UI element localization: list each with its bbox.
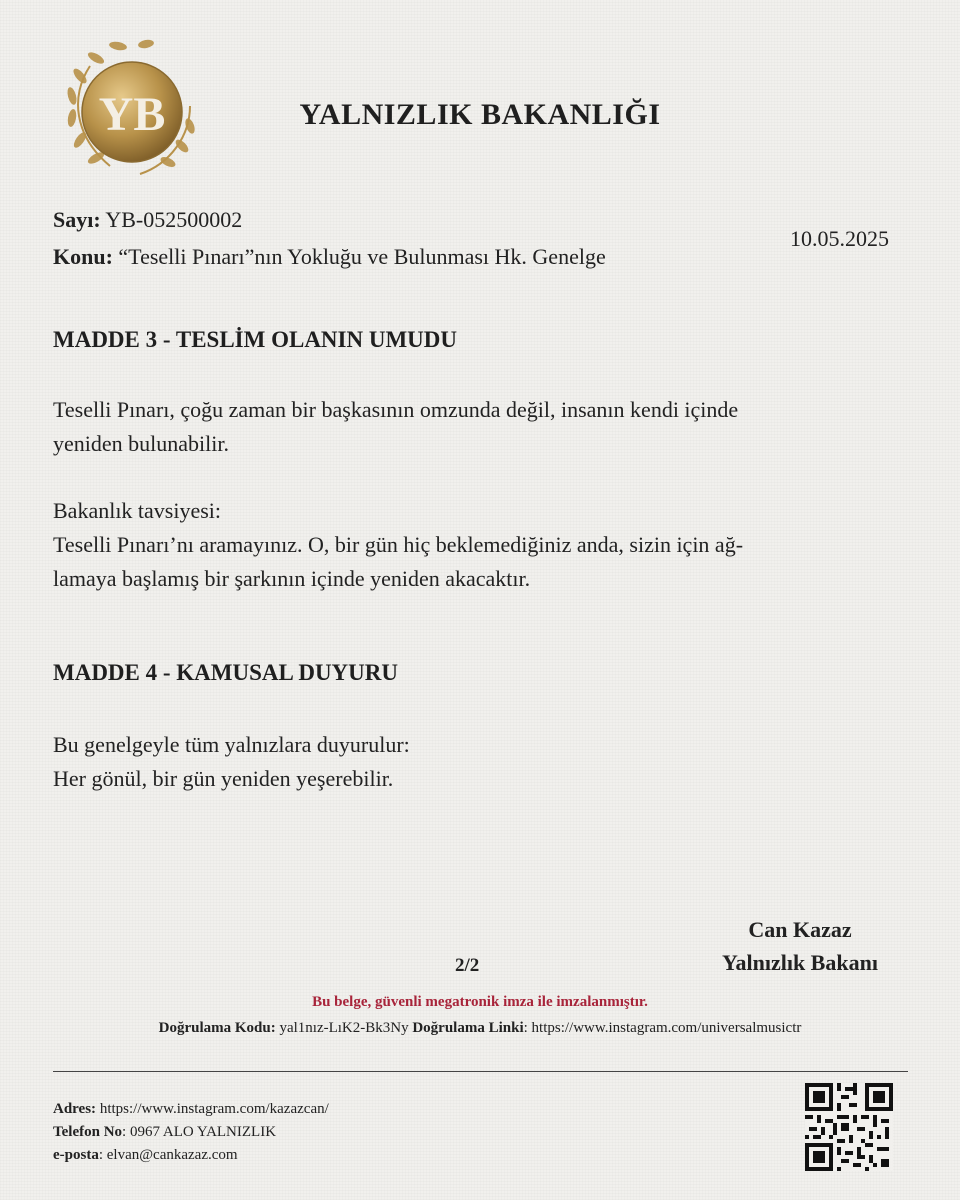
paragraph-ministry-advice: Bakanlık tavsiyesi: Teselli Pınarı’nı aramayınız. O, bir gün hiç beklemediğiniz anda, sizin için ağ- lamaya başlamış bir şarkının içinde yeniden akacaktır.	[53, 498, 744, 591]
page-title: YALNIZLIK BAKANLIĞI	[299, 98, 661, 131]
qr-code-icon	[805, 1083, 893, 1171]
verification-code: yal1nız-LıK2-Bk3Ny	[279, 1020, 409, 1036]
signatory-title: Yalnızlık Bakanı	[722, 950, 878, 975]
document-subject: Konu: “Teselli Pınarı”nın Yokluğu ve Bulunması Hk. Genelge	[53, 244, 606, 269]
footer-address: Adres: https://www.instagram.com/kazazcan/	[53, 1101, 329, 1117]
signatory-name: Can Kazaz	[748, 917, 852, 942]
svg-text:YB: YB	[98, 88, 166, 141]
qr-code[interactable]	[805, 1083, 893, 1171]
verification-line: Doğrulama Kodu: yal1nız-LıK2-Bk3Ny Doğrulama Linki: https://www.instagram.com/universalmusictr	[158, 1020, 802, 1036]
section-heading-madde-3: MADDE 3 - TESLİM OLANIN UMUDU	[53, 327, 458, 352]
email-link[interactable]: elvan@cankazaz.com	[106, 1147, 238, 1163]
document-date: 10.05.2025	[790, 226, 889, 251]
verification-link[interactable]: https://www.instagram.com/universalmusictr	[531, 1020, 802, 1036]
footer-phone: Telefon No: 0967 ALO YALNIZLIK	[53, 1124, 277, 1140]
footer-email: e-posta: elvan@cankazaz.com	[53, 1147, 238, 1163]
paragraph-public-announcement: Bu genelgeyle tüm yalnızlara duyurulur: Her gönül, bir gün yeniden yeşerebilir.	[53, 732, 410, 791]
address-link[interactable]: https://www.instagram.com/kazazcan/	[99, 1101, 329, 1117]
section-heading-madde-4: MADDE 4 - KAMUSAL DUYURU	[53, 660, 398, 685]
footer-divider	[53, 1071, 908, 1072]
paragraph-madde-3-intro: Teselli Pınarı, çoğu zaman bir başkasının omzunda değil, insanın kendi içinde yeniden bulunabilir.	[53, 397, 739, 456]
document-number: Sayı: YB-052500002	[53, 207, 243, 232]
esignature-notice: Bu belge, güvenli megatronik imza ile imzalanmıştır.	[312, 994, 648, 1010]
page-number: 2/2	[455, 955, 480, 976]
